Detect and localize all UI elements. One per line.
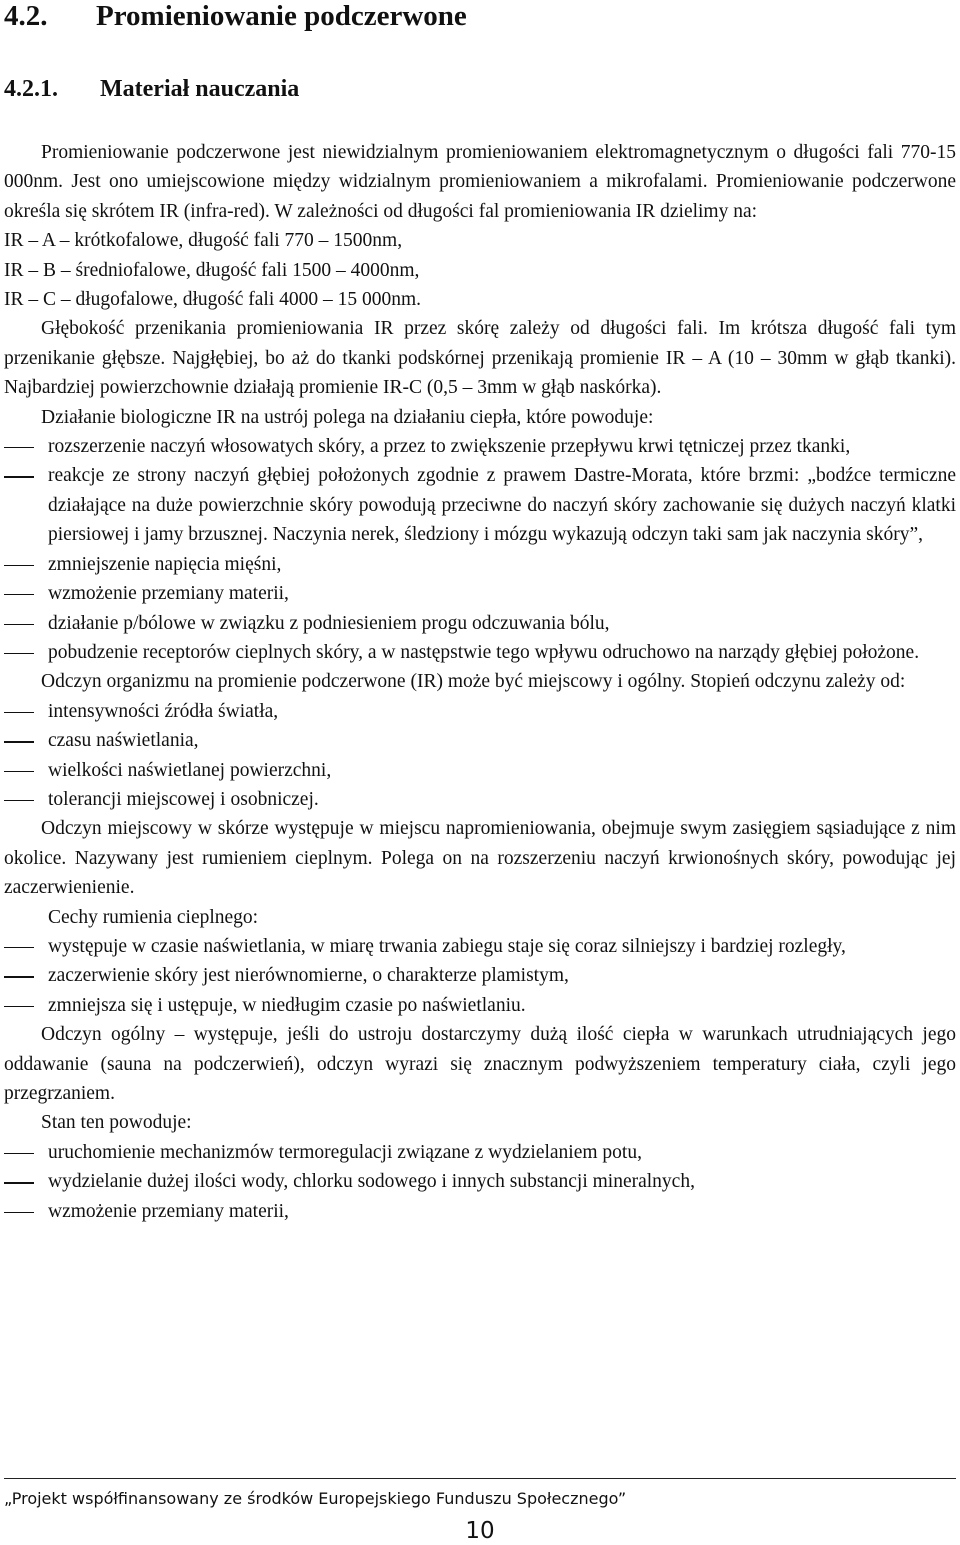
dash-bullet — [4, 712, 34, 713]
section-number: 4.2. — [4, 0, 48, 32]
list-item-text: tolerancji miejscowej i osobniczej. — [48, 788, 319, 810]
list-item — [4, 961, 956, 990]
list-item-text: występuje w czasie naświetlania, w miarę trwania zabiegu staje się coraz silniejszy i bardziej rozległy, — [48, 935, 846, 957]
general-reaction-paragraph: Odczyn ogólny – występuje, jeśli do ustroju dostarczymy dużą ilość ciepła w warunkach utrudniających jego oddawanie (sauna na podczerwień), odczyn wyrazi się znacznym podwyższeniem temperatury ciała, czyli jego przegrzaniem. — [4, 1024, 956, 1104]
list-item-text: rozszerzenie naczyń włosowatych skóry, a przez to zwiększenie przepływu krwi tętniczej przez tkanki, — [48, 436, 851, 458]
dash-bullet — [4, 1153, 34, 1154]
list-item — [4, 697, 956, 726]
dash-bullet — [4, 1182, 34, 1183]
footer-note: „Projekt współfinansowany ze środków Europejskiego Funduszu Społecznego” — [4, 1489, 627, 1508]
list-item — [4, 550, 956, 579]
list-item — [4, 1197, 956, 1226]
list-item-text: reakcje ze strony naczyń głębiej położonych zgodnie z prawem Dastre-Morata, które brzmi: „bodźce termiczne działające na duże powierzchnie skóry powodują przeciwne do naczyń skóry zachowanie się dużych naczyń klatki piersiowej i jamy brzusznej. Naczynia nerek, śledziony i mózgu wykazują odczyn taki sam jak naczynia skóry”, — [48, 465, 956, 546]
intro-paragraph: Promieniowanie podczerwone jest niewidzialnym promieniowaniem elektromagnetycznym o długości fali 770-15 000nm. Jest ono umiejscowione między widzialnym promieniowaniem a mikrofalami. Promieniowanie podczerwone określa się skrótem IR (infra-red). W zależności od długości fal promieniowania IR dzielimy na: — [4, 142, 956, 222]
dash-bullet — [4, 624, 34, 625]
dash-bullet — [4, 741, 34, 742]
dash-bullet — [4, 594, 34, 595]
list-item — [4, 932, 956, 961]
list-item-text: zmniejszenie napięcia mięśni, — [48, 553, 282, 575]
subsection-heading — [4, 74, 299, 104]
list-item — [4, 638, 956, 667]
list-item — [4, 1167, 956, 1196]
list-item — [4, 756, 956, 785]
list-item-text: wielkości naświetlanej powierzchni, — [48, 759, 332, 781]
list-item-text: zmniejsza się i ustępuje, w niedługim czasie po naświetlaniu. — [48, 994, 526, 1016]
list-item-text: działanie p/bólowe w związku z podniesieniem progu odczuwania bólu, — [48, 612, 610, 634]
dash-bullet — [4, 947, 34, 948]
erythema-intro: Cechy rumienia cieplnego: — [48, 906, 259, 928]
document-body — [4, 138, 956, 1226]
list-item — [4, 726, 956, 755]
list-item — [4, 609, 956, 638]
subsection-title: Materiał nauczania — [100, 76, 300, 102]
ir-a-line: IR – A – krótkofalowe, długość fali 770 – 1500nm, — [4, 230, 403, 252]
list-item — [4, 579, 956, 608]
state-intro: Stan ten powoduje: — [41, 1112, 192, 1134]
list-item — [4, 1138, 956, 1167]
reaction-factors-list — [4, 697, 956, 815]
dash-bullet — [4, 800, 34, 801]
list-item-text: uruchomienie mechanizmów termoregulacji związane z wydzielaniem potu, — [48, 1141, 642, 1163]
dash-bullet — [4, 653, 34, 654]
ir-b-line: IR – B – średniofalowe, długość fali 1500 – 4000nm, — [4, 259, 420, 281]
footer-divider — [4, 1478, 956, 1479]
ir-c-line: IR – C – długofalowe, długość fali 4000 – 15 000nm. — [4, 289, 422, 311]
subsection-number: 4.2.1. — [4, 76, 58, 102]
dash-bullet — [4, 476, 34, 477]
dash-bullet — [4, 447, 34, 448]
dash-bullet — [4, 565, 34, 566]
dash-bullet — [4, 771, 34, 772]
list-item-text: intensywności źródła światła, — [48, 700, 279, 722]
section-title: Promieniowanie podczerwone — [96, 0, 467, 32]
list-item-text: pobudzenie receptorów cieplnych skóry, a w następstwie tego wpływu odruchowo na narządy głębiej położone. — [48, 641, 920, 663]
list-item-text: wzmożenie przemiany materii, — [48, 583, 289, 605]
list-item-text: czasu naświetlania, — [48, 730, 199, 752]
list-item-text: zaczerwienie skóry jest nierównomierne, o charakterze plamistym, — [48, 965, 569, 987]
state-effects-list — [4, 1138, 956, 1226]
bio-intro: Działanie biologiczne IR na ustrój polega na działaniu ciepła, które powoduje: — [41, 406, 654, 428]
erythema-features-list — [4, 932, 956, 1020]
list-item — [4, 991, 956, 1020]
section-heading — [4, 0, 467, 32]
penetration-paragraph: Głębokość przenikania promieniowania IR przez skórę zależy od długości fali. Im krótsza długość fali tym przenikanie głębsze. Najgłębiej, bo aż do tkanki podskórnej przenikają promienie IR – A (10 – 30mm w głąb tkanki). Najbardziej powierzchownie działają promienie IR-C (0,5 – 3mm w głąb naskórka). — [4, 318, 956, 399]
list-item-text: wzmożenie przemiany materii, — [48, 1200, 289, 1222]
list-item — [4, 432, 956, 461]
local-reaction-paragraph: Odczyn miejscowy w skórze występuje w miejscu napromieniowania, obejmuje swym zasięgiem sąsiadujące z nim okolice. Nazywany jest rumieniem cieplnym. Polega on na rozszerzeniu naczyń krwionośnych skóry, powodując jej zaczerwienienie. — [4, 818, 956, 899]
dash-bullet — [4, 1212, 34, 1213]
dash-bullet — [4, 976, 34, 977]
dash-bullet — [4, 1006, 34, 1007]
list-item — [4, 785, 956, 814]
reaction-paragraph: Odczyn organizmu na promienie podczerwone (IR) może być miejscowy i ogólny. Stopień odczynu zależy od: — [41, 671, 906, 693]
list-item-text: wydzielanie dużej ilości wody, chlorku sodowego i innych substancji mineralnych, — [48, 1171, 695, 1193]
bio-effects-list — [4, 432, 956, 667]
list-item — [4, 461, 956, 549]
page-number: 10 — [465, 1518, 495, 1544]
